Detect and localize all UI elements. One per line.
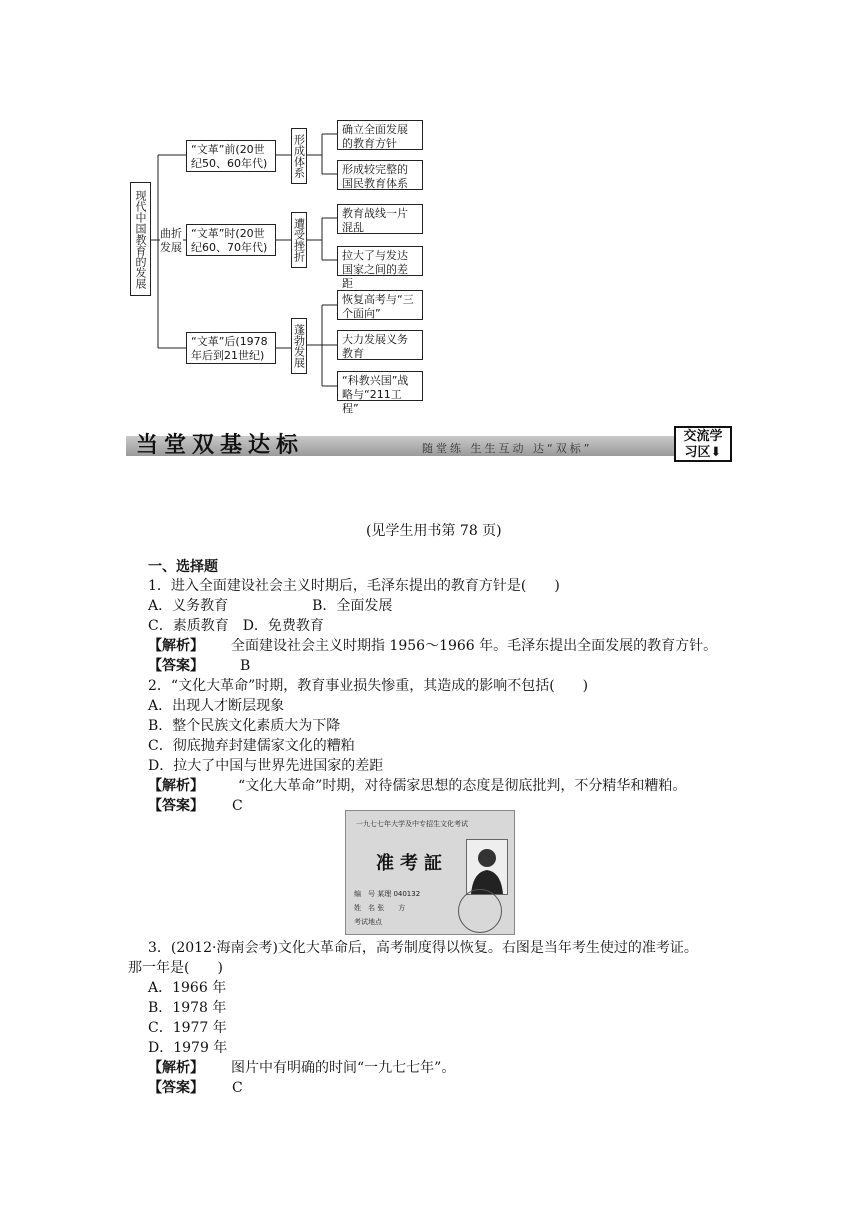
q2-option-b: B．整个民族文化素质大为下降 [148, 718, 341, 734]
item-box-3-3: “科教兴国”战略与“211工程” [337, 371, 423, 401]
period-box-2: “文革”时(20世纪60、70年代) [186, 224, 276, 256]
q2-stem: 2．“文化大革命”时期，教育事业损失惨重，其造成的影响不包括( ) [148, 678, 589, 694]
q3-option-d: D．1979 年 [148, 1040, 228, 1056]
q1-answer: B [240, 658, 251, 674]
q3-answer-label: 【答案】 [148, 1080, 204, 1096]
diagram-root: 现代中国教育的发展 [130, 182, 151, 296]
banner-title: 当堂双基达标 [136, 432, 305, 458]
q3-option-b: B．1978 年 [148, 1000, 227, 1016]
q3-analysis-label: 【解析】 [148, 1060, 204, 1076]
q1-stem: 1．进入全面建设社会主义时期后，毛泽东提出的教育方针是( ) [148, 578, 560, 594]
q2-answer: C [232, 798, 243, 814]
q1-analysis-label: 【解析】 [148, 638, 204, 654]
q2-analysis: “文化大革命”时期，对待儒家思想的态度是彻底批判，不分精华和糟粕。 [238, 778, 687, 794]
admission-ticket-photo [345, 810, 515, 935]
q1-answer-label: 【答案】 [148, 658, 204, 674]
q1-options-row2: C．素质教育 D．免费教育 [148, 618, 324, 634]
q1-analysis: 全面建设社会主义时期指 1956～1966 年。毛泽东提出全面发展的教育方针。 [231, 638, 718, 654]
section-banner [126, 426, 734, 464]
period-box-1: “文革”前(20世纪50、60年代) [186, 140, 276, 172]
portrait-photo [466, 839, 508, 895]
ticket-header: 一九七七年大学及中专招生文化考试 [356, 820, 468, 828]
q2-option-c: C．彻底抛弃封建儒家文化的糟粕 [148, 738, 355, 754]
ticket-line-location: 考试地点 [354, 918, 382, 926]
item-box-1-2: 形成较完整的国民教育体系 [337, 160, 423, 190]
q2-option-d: D．拉大了中国与世界先进国家的差距 [148, 758, 384, 774]
ticket-line-number: 编 号 某理 040132 [354, 890, 421, 898]
diagram-branch-label: 曲折发展 [160, 227, 182, 254]
ticket-title: 准考証 [376, 853, 448, 874]
item-box-2-2: 拉大了与发达国家之间的差距 [337, 246, 423, 276]
q1-options-row1: A．义务教育 B．全面发展 [148, 598, 393, 614]
banner-subtitle: 随堂练 生生互动 达“双标” [422, 442, 593, 455]
stamp-seal [458, 889, 502, 933]
q3-analysis: 图片中有明确的时间“一九七七年”。 [231, 1060, 456, 1076]
q3-option-a: A．1966 年 [148, 980, 227, 996]
exchange-tag-line2: 习区⬇ [684, 445, 722, 460]
q3-stem-line1: 3．(2012·海南会考)文化大革命后，高考制度得以恢复。右图是当年考生使过的准考证。 [148, 940, 698, 956]
diagram-connectors [0, 0, 860, 420]
exchange-tag-line1: 交流学 [683, 429, 723, 444]
stage-box-1: 形成体系 [291, 128, 307, 184]
exchange-area-tag[interactable] [674, 426, 732, 462]
q2-analysis-label: 【解析】 [148, 778, 204, 794]
q2-answer-label: 【答案】 [148, 798, 204, 814]
ticket-line-name: 姓 名 张 方 [354, 904, 406, 912]
period-box-3: “文革”后(1978年后到21世纪) [186, 332, 276, 364]
section-title: 一、选择题 [148, 559, 218, 575]
q3-option-c: C．1977 年 [148, 1020, 227, 1036]
q3-stem-line2: 那一年是( ) [128, 960, 223, 976]
q3-answer: C [232, 1080, 243, 1096]
item-box-3-1: 恢复高考与“三个面向” [337, 290, 423, 320]
item-box-3-2: 大力发展义务教育 [337, 330, 423, 360]
stage-box-3: 蓬勃发展 [291, 318, 307, 374]
q2-option-a: A．出现人才断层现象 [148, 698, 285, 714]
item-box-1-1: 确立全面发展的教育方针 [337, 120, 423, 150]
item-box-2-1: 教育战线一片混乱 [337, 204, 423, 234]
page-reference: (见学生用书第 78 页) [366, 523, 502, 539]
stage-box-2: 遭受挫折 [291, 212, 307, 268]
